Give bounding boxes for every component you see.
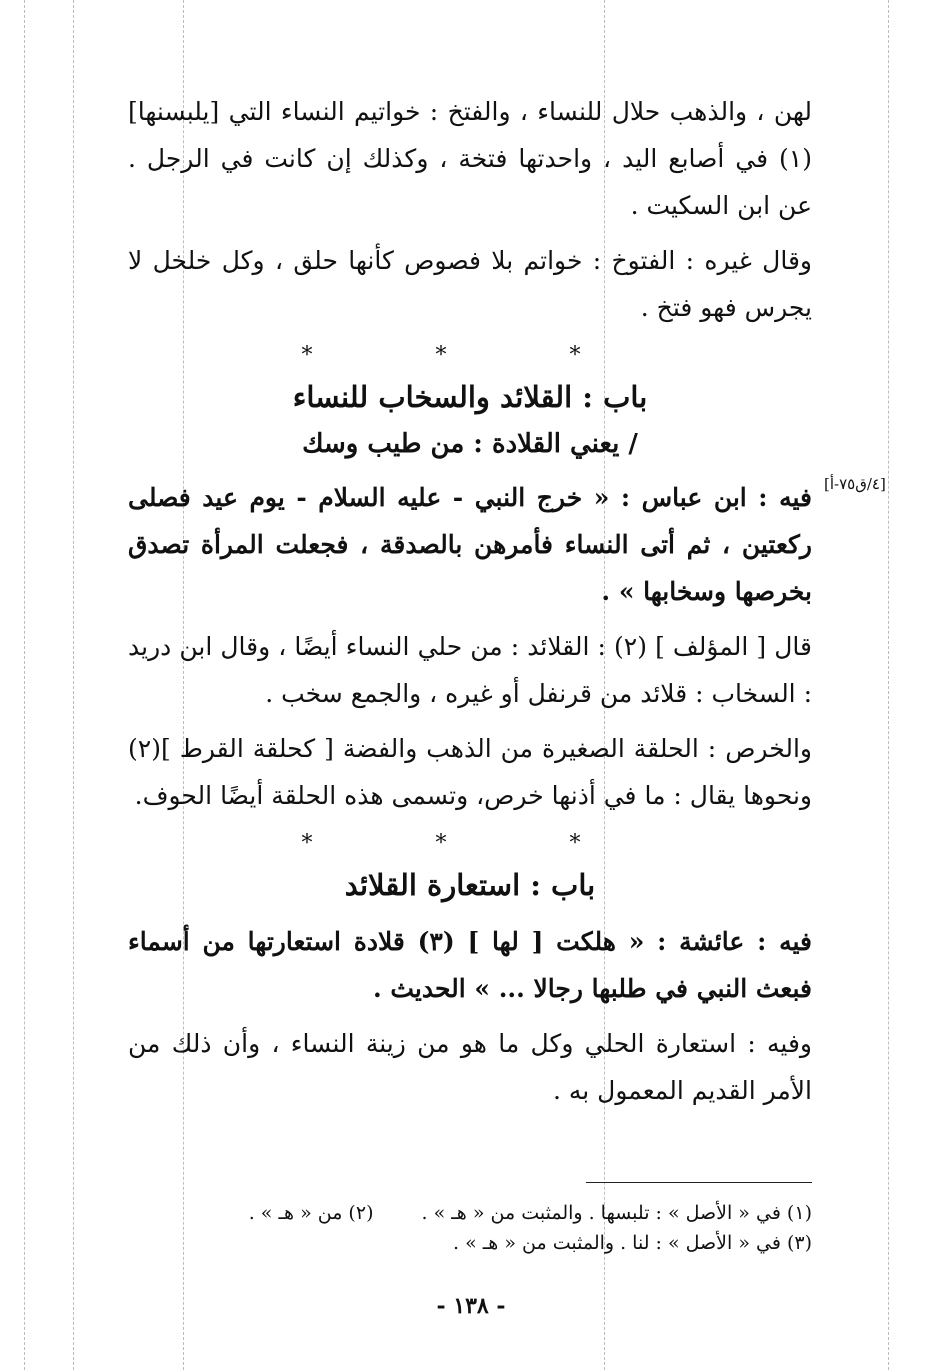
footnote-separator [586,1182,812,1183]
page-guide-line [888,0,889,1370]
section-divider: * * * [301,831,639,856]
paragraph: لهن ، والذهب حلال للنساء ، والفتخ : خواتيم النساء التي [يلبسنها](١) في أصابع اليد ، واحدتها فتخة ، وكذلك إن كانت في الرجل . عن ابن السكيت . [128,97,812,220]
chapter-subheading: / يعني القلادة : من طيب وسك [302,429,638,459]
paragraph: قال [ المؤلف ] (٢) : القلائد : من حلي النساء أيضًا ، وقال ابن دريد : السخاب : قلائد من قرنفل أو غيره ، والجمع سخب . [128,632,812,708]
paragraph: والخرص : الحلقة الصغيرة من الذهب والفضة [ كحلقة القرط ](٢) ونحوها يقال : ما في أذنها خرص، وتسمى هذه الحلقة أيضًا الحوف. [128,734,812,810]
footnote-line [128,1228,812,1258]
page-body [128,88,812,1114]
footnote-1: (١) في « الأصل » : تلبسها . والمثبت من « هـ » . [421,1202,812,1224]
footnote-2: (٢) من « هـ » . [248,1202,374,1224]
manuscript-folio-note: [٤/ق٧٥-أ] [824,475,886,493]
footnotes [128,1198,812,1258]
hadith-paragraph: فيه : ابن عباس : « خرج النبي - عليه السلام - يوم عيد فصلى ركعتين ، ثم أتى النساء فأمرهن بالصدقة ، فجعلت المرأة تصدق بخرصها وسخابها » . [128,483,812,606]
chapter-heading: باب : القلائد والسخاب للنساء [292,380,648,414]
page-guide-line [73,0,74,1370]
hadith-paragraph: فيه : عائشة : « هلكت [ لها ] (٣) قلادة استعارتها من أسماء فبعث النبي في طلبها رجالا ... » الحديث . [128,927,812,1003]
paragraph: وفيه : استعارة الحلي وكل ما هو من زينة النساء ، وأن ذلك من الأمر القديم المعمول به . [128,1029,812,1105]
footnote-3: (٣) في « الأصل » : لنا . والمثبت من « هـ » . [453,1232,812,1254]
section-divider: * * * [301,343,639,368]
footnote-line [128,1198,812,1228]
paragraph: وقال غيره : الفتوخ : خواتم بلا فصوص كأنها حلق ، وكل خلخل لا يجرس فهو فتخ . [128,246,812,322]
page-guide-line [24,0,25,1370]
chapter-heading: باب : استعارة القلائد [344,868,596,902]
page-number: - ١٣٨ - [436,1293,506,1319]
